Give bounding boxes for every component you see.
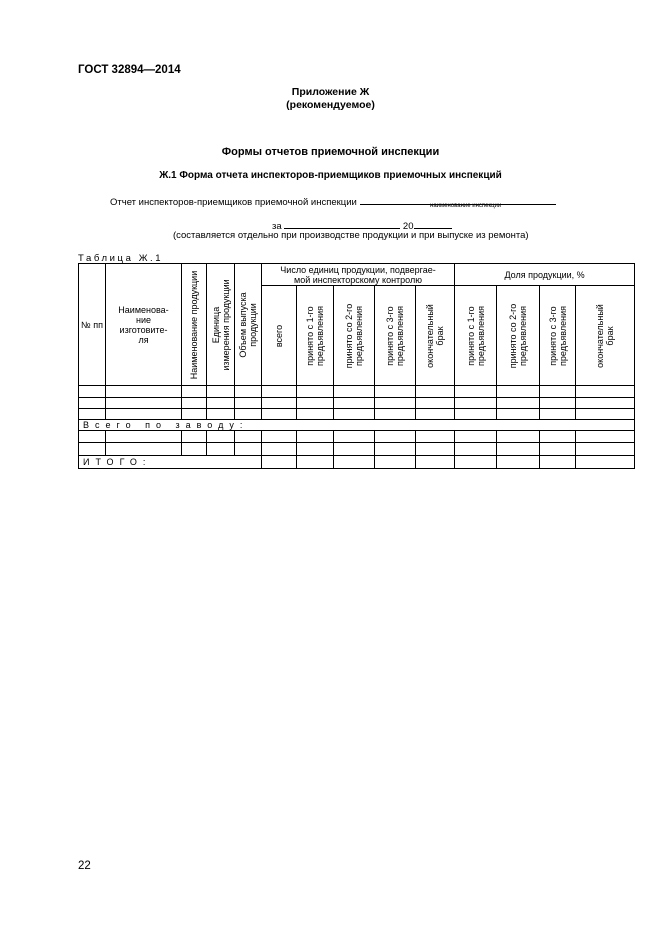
inspection-name-hint: наименование инспекции	[430, 203, 502, 209]
year-blank[interactable]	[414, 218, 452, 229]
plant-total-row	[79, 420, 635, 431]
report-table	[78, 263, 635, 469]
table-caption: Таблица Ж.1	[78, 253, 164, 264]
document-code: ГОСТ 32894—2014	[78, 64, 181, 76]
appendix-title: Приложение Ж	[291, 86, 370, 98]
table-row	[79, 443, 635, 456]
plant-total-label: Всего по заводу:	[79, 420, 635, 431]
header-product-name: Наименование продукции	[182, 264, 207, 386]
header-count-accepted-1: принято с 1-го предъявления	[297, 286, 334, 386]
header-count-accepted-3: принято с 3-го предъявления	[375, 286, 416, 386]
header-maker: Наименова- ние изготовите- ля	[106, 264, 182, 386]
page-number: 22	[78, 860, 91, 872]
period-year: 20	[402, 221, 414, 232]
period-prefix: за	[272, 221, 282, 232]
header-share-accepted-1: принято с 1-го предъявления	[455, 286, 497, 386]
header-share-accepted-2: принято со 2-го предъявления	[497, 286, 540, 386]
header-share-final-reject: окончательный брак	[576, 286, 635, 386]
table-row	[79, 386, 635, 398]
grand-total-row	[79, 456, 635, 469]
report-label: Отчет инспекторов-приемщиков приемочной инспекции	[110, 197, 357, 208]
appendix-heading	[0, 86, 661, 112]
header-share-accepted-3: принято с 3-го предъявления	[540, 286, 576, 386]
header-volume: Объем выпуска продукции	[235, 264, 262, 386]
forms-title: Формы отчетов приемочной инспекции	[221, 146, 440, 158]
report-note: (составляется отдельно при производстве продукции и при выпуске из ремонта)	[173, 230, 529, 241]
header-count-total: всего	[262, 286, 297, 386]
appendix-subtitle: (рекомендуемое)	[286, 99, 375, 111]
grand-total-label: ИТОГО:	[79, 456, 262, 469]
header-share-group: Доля продукции, %	[455, 264, 635, 286]
header-num: № пп	[79, 264, 106, 386]
header-unit: Единица измерения продукции	[207, 264, 235, 386]
header-count-accepted-2: принято со 2-го предъявления	[334, 286, 375, 386]
table-row	[79, 398, 635, 409]
table-row	[79, 409, 635, 420]
section-title: Ж.1 Форма отчета инспекторов-приемщиков приемочных инспекций	[159, 170, 502, 181]
header-count-final-reject: окончательный брак	[416, 286, 455, 386]
table-row	[79, 431, 635, 443]
period-blank[interactable]	[284, 218, 400, 229]
header-count-group: Число единиц продукции, подвергае- мой инспекторскому контролю	[262, 264, 455, 286]
